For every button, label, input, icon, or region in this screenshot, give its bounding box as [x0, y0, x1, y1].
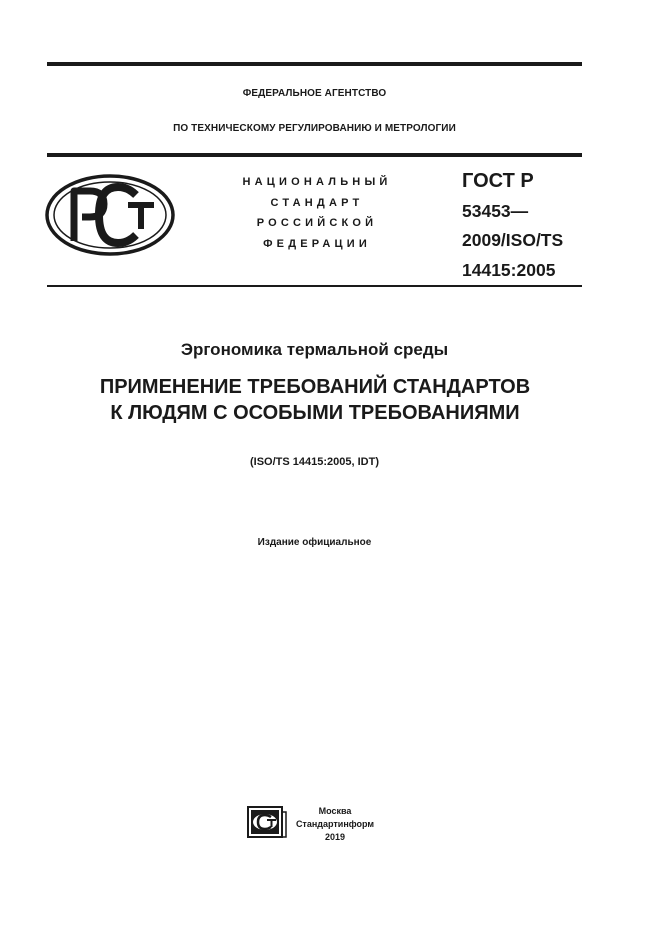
gost-r-logo-icon: [44, 173, 176, 257]
designation-line-2: 53453—: [462, 200, 529, 221]
publisher-year: 2019: [324, 832, 346, 842]
document-title: [30, 374, 600, 426]
agency-line-2: ПО ТЕХНИЧЕСКОМУ РЕГУЛИРОВАНИЮ И МЕТРОЛОГИИ: [173, 123, 456, 134]
standard-type-line-2: СТАНДАРТ: [270, 196, 364, 209]
standard-designation: [462, 167, 592, 285]
document-subject: Эргономика термальной среды: [180, 340, 449, 359]
designation-line-1: ГОСТ Р: [462, 170, 534, 192]
agency-line-1: ФЕДЕРАЛЬНОЕ АГЕНТСТВО: [242, 88, 387, 99]
standard-type: [228, 172, 406, 254]
standartinform-logo-icon: [247, 806, 287, 838]
edition-label: Издание официальное: [257, 537, 372, 548]
standard-type-line-4: ФЕДЕРАЦИИ: [263, 237, 371, 250]
standard-type-line-3: РОССИЙСКОЙ: [256, 217, 378, 229]
title-line-2: К ЛЮДЯМ С ОСОБЫМИ ТРЕБОВАНИЯМИ: [110, 402, 520, 424]
idt-reference: (ISO/TS 14415:2005, IDT): [250, 456, 379, 468]
top-rule: [47, 62, 582, 66]
standard-type-line-1: НАЦИОНАЛЬНЫЙ: [242, 176, 392, 188]
designation-line-3: 2009/ISO/TS: [462, 230, 564, 250]
bottom-rule: [47, 285, 582, 287]
publisher-city: Москва: [318, 806, 352, 816]
middle-rule: [47, 153, 582, 157]
publisher-block: [295, 805, 375, 844]
designation-line-4: 14415:2005: [462, 259, 556, 280]
title-line-1: ПРИМЕНЕНИЕ ТРЕБОВАНИЙ СТАНДАРТОВ: [99, 376, 531, 398]
publisher-name: Стандартинформ: [295, 819, 375, 829]
